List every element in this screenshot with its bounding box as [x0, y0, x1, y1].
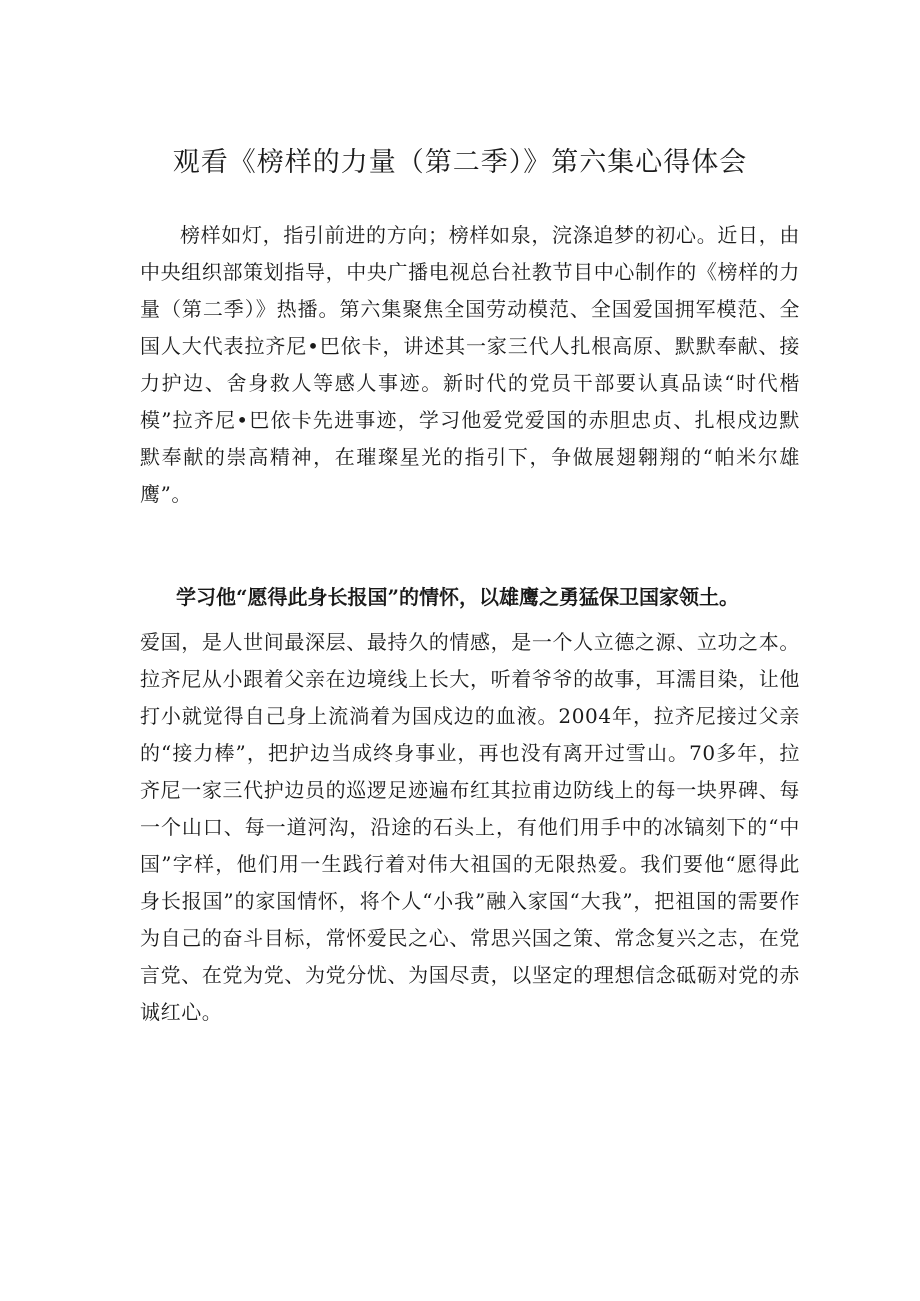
section-paragraph: 爱国，是人世间最深层、最持久的情感，是一个人立德之源、立功之本。拉齐尼从小跟着父亲在边境线上长大，听着爷爷的故事，耳濡目染，让他打小就觉得自己身上流淌着为国戍边的血液。2004年，拉齐尼接过父亲的“接力棒”，把护边当成终身事业，再也没有离开过雪山。70多年，拉齐尼一家三代护边员的巡逻足迹遍布红其拉甫边防线上的每一块界碑、每一个山口、每一道河沟，沿途的石头上，有他们用手中的冰镐刻下的“中国”字样，他们用一生践行着对伟大祖国的无限热爱。我们要他“愿得此身长报国”的家国情怀，将个人“小我”融入家国“大我”，把祖国的需要作为自己的奋斗目标，常怀爱民之心、常思兴国之策、常念复兴之志，在党言党、在党为党、为党分忧、为国尽责，以坚定的理想信念砥砺对党的赤诚红心。 [140, 630, 800, 1024]
document-title: 观看《榜样的力量（第二季）》第六集心得体会 [172, 147, 748, 178]
section-heading: 学习他“愿得此身长报国”的情怀，以雄鹰之勇猛保卫国家领土。 [176, 585, 740, 609]
intro-paragraph: 榜样如灯，指引前进的方向；榜样如泉，浣涤追梦的初心。近日，由中央组织部策划指导，中央广播电视总台社教节目中心制作的《榜样的力量（第二季）》热播。第六集聚焦全国劳动模范、全国爱国拥军模范、全国人大代表拉齐尼•巴依卡，讲述其一家三代人扎根高原、默默奉献、接力护边、舍身救人等感人事迹。新时代的党员干部要认真品读“时代楷模”拉齐尼•巴依卡先进事迹，学习他爱党爱国的赤胆忠贞、扎根戍边默默奉献的崇高精神，在璀璨星光的指引下，争做展翅翱翔的“帕米尔雄鹰”。 [140, 223, 800, 506]
